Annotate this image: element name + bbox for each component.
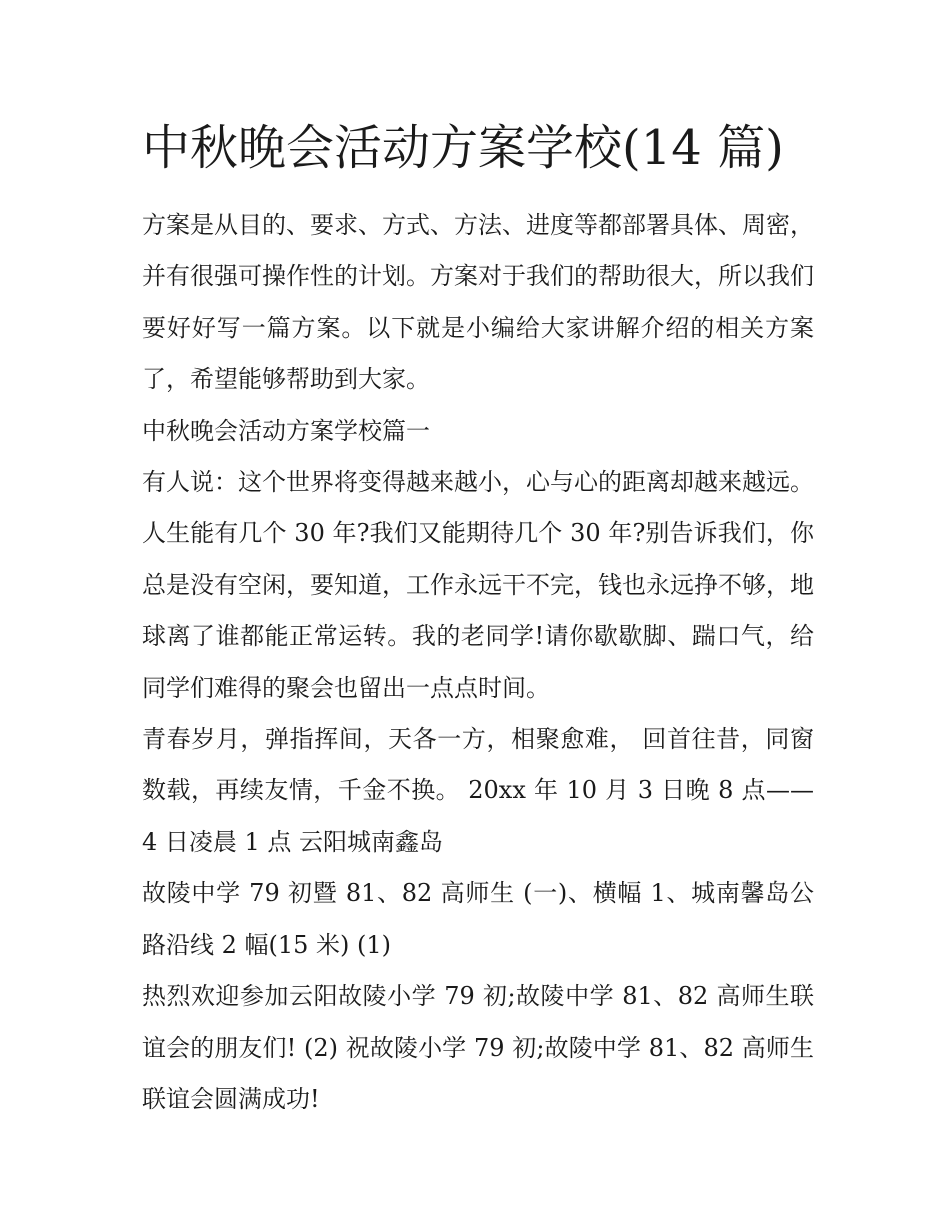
document-page xyxy=(142,112,814,1125)
intro-paragraph: 方案是从目的、要求、方式、方法、进度等都部署具体、周密，并有很强可操作性的计划。方案对于我们的帮助很大，所以我们要好好写一篇方案。以下就是小编给大家讲解介绍的相关方案了，希望能够帮助到大家。 xyxy=(142,211,814,394)
section-heading: 中秋晚会活动方案学校篇一 xyxy=(142,416,430,445)
document-body xyxy=(142,200,814,1125)
body-paragraph: 有人说：这个世界将变得越来越小，心与心的距离却越来越远。人生能有几个 30 年?我们又能期待几个 30 年?别告诉我们，你总是没有空闲，要知道，工作永远干不完，钱也永远挣不够，地球离了谁都能正常运转。我的老同学!请你歇歇脚、踹口气，给同学们难得的聚会也留出一点点时间。 xyxy=(142,468,814,702)
document-title: 中秋晚会活动方案学校(14 篇) xyxy=(142,120,784,176)
body-paragraph: 青春岁月，弹指挥间，天各一方，相聚愈难， 回首往昔，同窗数载，再续友情，千金不换。 20xx 年 10 月 3 日晚 8 点——4 日凌晨 1 点 云阳城南鑫岛 xyxy=(142,725,814,856)
body-paragraph: 热烈欢迎参加云阳故陵小学 79 初;故陵中学 81、82 高师生联谊会的朋友们! (2) 祝故陵小学 79 初;故陵中学 81、82 高师生联谊会圆满成功! xyxy=(142,982,814,1113)
body-paragraph: 故陵中学 79 初暨 81、82 高师生 (一)、横幅 1、城南馨岛公路沿线 2 幅(15 米) (1) xyxy=(142,879,814,959)
